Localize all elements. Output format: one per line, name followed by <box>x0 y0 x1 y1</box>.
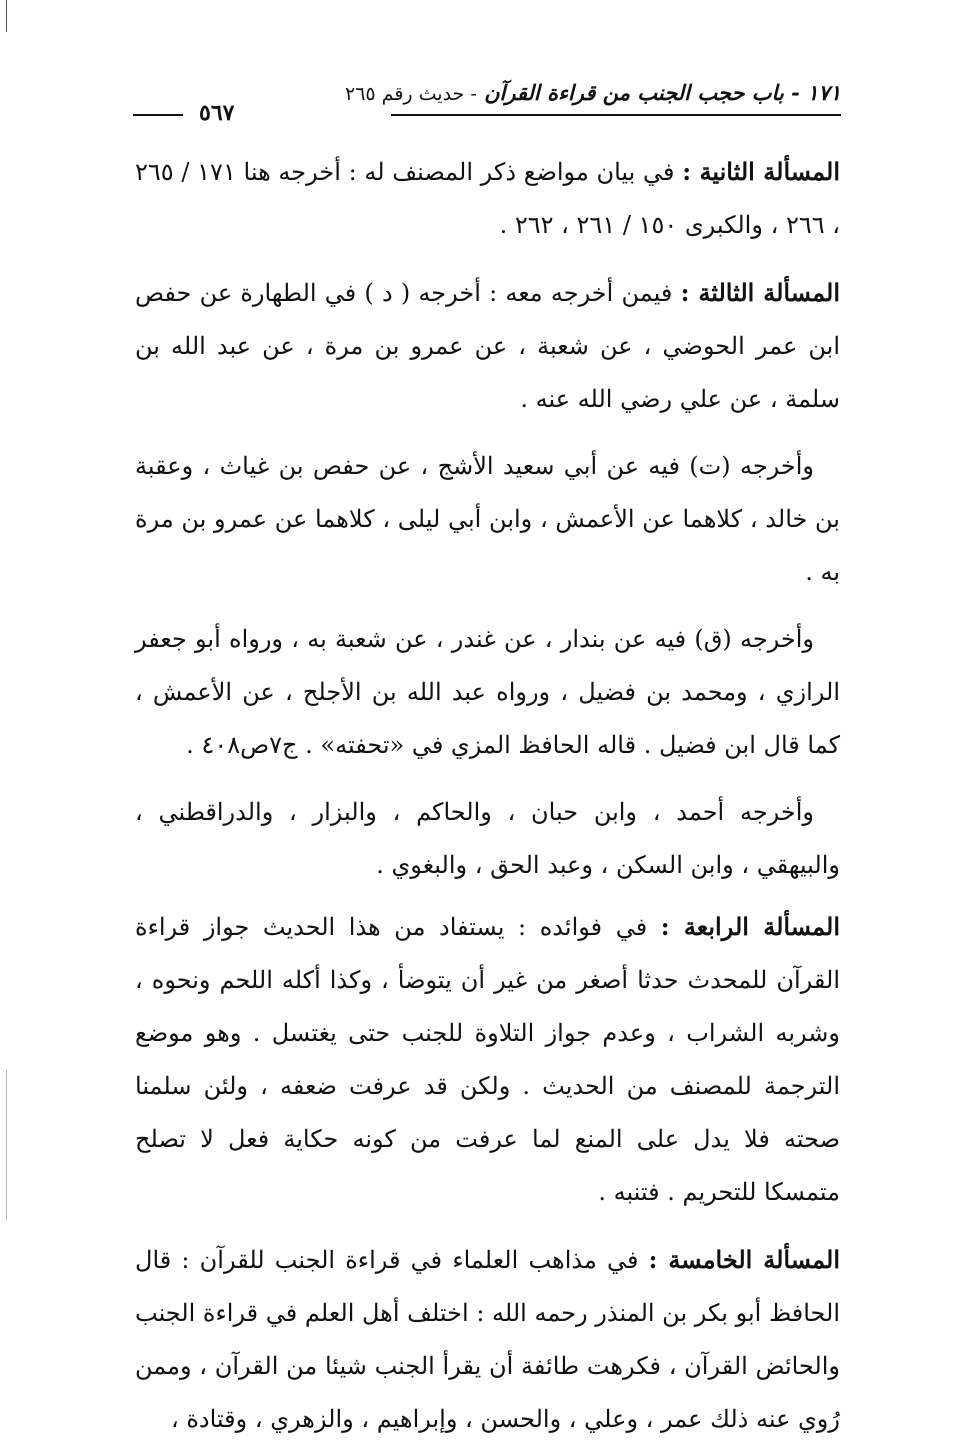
paragraph-text: في فوائده : يستفاد من هذا الحديث جواز قراءة القرآن للمحدث حدثا أصغر من غير أن يتوضأ ، وكذا أكله اللحم ونحوه ، وشربه الشراب ، وعدم جواز التلاوة للجنب حتى يغتسل . وهو موضع الترجمة للمصنف من الحديث . ولكن قد عرفت ضعفه ، ولئن سلمنا صحته فلا يدل على المنع لما عرفت من كونه حكاية فعل لا تصلح متمسكا للتحريم . فتنبه . <box>135 913 840 1206</box>
paragraph-heading: المسألة الخامسة : <box>648 1245 841 1274</box>
paragraph-text: وأخرجه (ت) فيه عن أبي سعيد الأشج ، عن حفص بن غياث ، وعقبة بن خالد ، كلاهما عن الأعمش ، وابن أبي ليلى ، كلاهما عن عمرو بن مرة به . <box>135 452 840 586</box>
paragraph-heading: المسألة الرابعة : <box>660 912 840 941</box>
paragraph <box>135 786 840 892</box>
chapter-title-text: ١٧١ - باب حجب الجنب من قراءة القرآن <box>484 80 841 105</box>
paragraph <box>135 900 840 1219</box>
paragraph-text: في بيان مواضع ذكر المصنف له : أخرجه هنا ١٧١ / ٢٦٥ ، ٢٦٦ ، والكبرى ١٥٠ / ٢٦١ ، ٢٦٢ . <box>135 158 840 239</box>
paragraph-heading: المسألة الثالثة : <box>680 278 840 307</box>
page-edge-mark <box>6 0 7 32</box>
chapter-title <box>345 80 841 105</box>
paragraph <box>135 266 840 426</box>
paragraph-text: وأخرجه أحمد ، وابن حبان ، والحاكم ، والبزار ، والدراقطني ، والبيهقي ، وابن السكن ، وعبد الحق ، والبغوي . <box>135 798 840 879</box>
hadith-reference: - حديث رقم ٢٦٥ <box>345 83 477 105</box>
page-number: ٥٦٧ <box>193 100 240 126</box>
paragraph-text: وأخرجه (ق) فيه عن بندار ، عن غندر ، عن شعبة به ، ورواه أبو جعفر الرازي ، ومحمد بن فضيل ، ورواه عبد الله بن الأجلح ، عن الأعمش ، كما قال ابن فضيل . قاله الحافظ المزي في «تحفته» . ج٧ص٤٠٨ . <box>135 625 840 759</box>
paragraph-heading: المسألة الثانية : <box>682 157 841 186</box>
paragraph <box>135 440 840 599</box>
paragraph <box>135 613 840 772</box>
paragraph <box>135 145 840 252</box>
header-rule <box>391 114 841 116</box>
page-edge-mark <box>6 1070 7 1220</box>
running-header <box>133 80 841 126</box>
paragraph-text: في مذاهب العلماء في قراءة الجنب للقرآن : قال الحافظ أبو بكر بن المنذر رحمه الله : اختلف أهل العلم في قراءة الجنب والحائض القرآن ، فكرهت طائفة أن يقرأ الجنب شيئا من القرآن ، وممن رُوي عنه ذلك عمر ، وعلي ، والحسن ، وإبراهيم ، والزهري ، وقتادة ، <box>135 1246 840 1433</box>
header-rule <box>133 114 183 116</box>
paragraph <box>135 1233 840 1446</box>
page-body <box>135 145 840 1454</box>
paragraph-text: فيمن أخرجه معه : أخرجه ( د ) في الطهارة عن حفص ابن عمر الحوضي ، عن شعبة ، عن عمرو بن مرة ، عن عبد الله بن سلمة ، عن علي رضي الله عنه . <box>135 279 840 413</box>
